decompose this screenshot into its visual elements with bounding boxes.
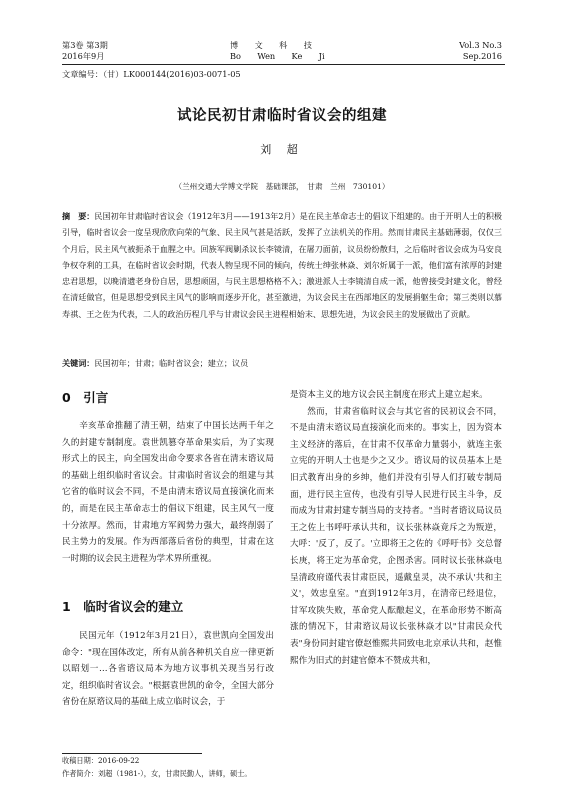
received-date: 收稿日期：2016-09-22 — [62, 756, 140, 765]
journal-name-en: Bo Wen Ke Ji — [230, 51, 325, 61]
abstract — [62, 208, 502, 322]
author-affiliation: （兰州交通大学博文学院 基础课部， 甘肃 兰州 730101） — [174, 182, 390, 191]
right-column — [290, 387, 502, 669]
section1-paragraph — [62, 628, 274, 711]
article-number: 文章编号：（甘）LK000144(2016)03-0071-05 — [62, 69, 241, 79]
volume-issue-en: Vol.3 No.3 — [459, 40, 502, 50]
body-paragraph: 民国元年（1912年3月21日），袁世凯向全国发出命令："现在国体改定，所有从前各种机关自应一律更新以昭划一…各省谘议局本为地方议事机关现当另行改定，组织临时省议会。"根据袁世凯的命令，全国大部分省份在原谘议局的基础上成立临时议会，于 — [62, 631, 274, 708]
author-bio: 作者简介：刘超（1981-），女，甘肃民勤人，讲师，硕士。 — [62, 769, 252, 778]
keywords — [62, 357, 502, 369]
paper-title: 试论民初甘肃临时省议会的组建 — [177, 108, 387, 124]
intro-paragraph — [62, 418, 274, 567]
body-paragraph: 是资本主义的地方议会民主制度在形式上建立起来。 — [290, 390, 488, 400]
journal-name-cn: 博 文 科 技 — [230, 40, 312, 50]
keywords-label: 关键词： — [62, 358, 95, 368]
author-name: 刘 超 — [260, 143, 304, 156]
header-rule — [62, 64, 505, 65]
issue-date: 2016年9月 — [62, 51, 105, 61]
body-paragraph: 然而，甘肃省临时议会与其它省的民初议会不同，不是由清末谘议局直接演化而来的。事实上，因为资本主义经济的落后，在甘肃不仅革命力量弱小，就连主张立宪的开明人士也是少之又少。谘议局的议员基本上是旧式教育出身的乡绅，他们并没有引导人们打破专制局面，进行民主宣传，也没有引导人民进行民主斗争，反而成为甘肃封建专制当局的支持者。"当时者谘议局议员王之佐上书呼吁承认共和，议长张林焱竟斥之为叛逆，大呼：'反了，反了。'立即将王之佐的《呼吁书》交总督长庚，将王定为革命党，企图杀害。同时议长张林焱电呈清政府谨代表甘肃臣民，遥戴皇灵，决不承认'共和主义'，效忠皇室。"直到1912年3月，在清帝已经退位，甘军攻陕失败，革命党人酝酿起义，在革命形势不断高涨的情况下，甘肃谘议局议长张林焱才以"甘肃民众代表"身份同封建官僚赵惟熙共同致电北京承认共和，赵惟熙作为旧式的封建官僚本不赞成共和， — [290, 406, 502, 666]
keywords-text: 民国初年；甘肃；临时省议会；建立；议员 — [94, 358, 249, 368]
section-heading-intro: 0 引言 — [62, 390, 109, 405]
issue-date-en: Sep.2016 — [462, 51, 502, 61]
section-heading-1: 1 临时省议会的建立 — [62, 599, 184, 614]
abstract-text: 民国初年甘肃临时省议会（1912年3月——1913年2月）是在民主革命志士的倡议下组建的。由于开明人士的积极引导，临时省议会一度呈现欣欣向荣的气象、民主风气甚是活跃，发挥了立法机关的作用。然而甘肃民主基础薄弱，仅仅三个月后，民主风气被扼杀于血腥之中。回族军阀剿杀议长李镜清，在屠刀面前，议员纷纷散归，之后临时省议会成为马安良争权夺利的工具，在临时省议会时期，代表人物呈现不同的倾向，传统士绅张林焱、刘尔炘属于一派，他们富有浓厚的封建忠君思想，以晚清遗老身份自居，思想顽固，与民主思想格格不入；激进派人士李镜清自成一派，他曾接受封建文化，曾经在清廷做官，但是思想受到民主风气的影响而逐步开化，甚至激进，为议会民主在西部地区的发展捐躯生命；第三类则以慕寿祺、王之佐为代表，二人的政治历程几乎与甘肃议会民主进程相始末、思想先进，为议会民主的发展做出了贡献。 — [62, 211, 503, 319]
body-paragraph: 辛亥革命推翻了清王朝，结束了中国长达两千年之久的封建专制制度。袁世凯篡夺革命果实后，为了实现形式上的民主，向全国发出命令要求各省在清末谘议局的基础上组织临时省议会。甘肃临时省议会的组建与其它省的临时议会不同，不是由清末谘议局直接演化而来的，而是在民主革命志士的倡议下组建，民主风气一度十分浓厚。然而，甘肃地方军阀势力强大，最终削弱了民主势力的发展。作为西部落后省份的典型，甘肃在这一时期的议会民主进程为学术界所重视。 — [62, 421, 274, 564]
footnote-rule — [62, 753, 202, 754]
abstract-label: 摘 要： — [62, 211, 95, 221]
volume-issue: 第3卷 第3期 — [62, 40, 108, 50]
